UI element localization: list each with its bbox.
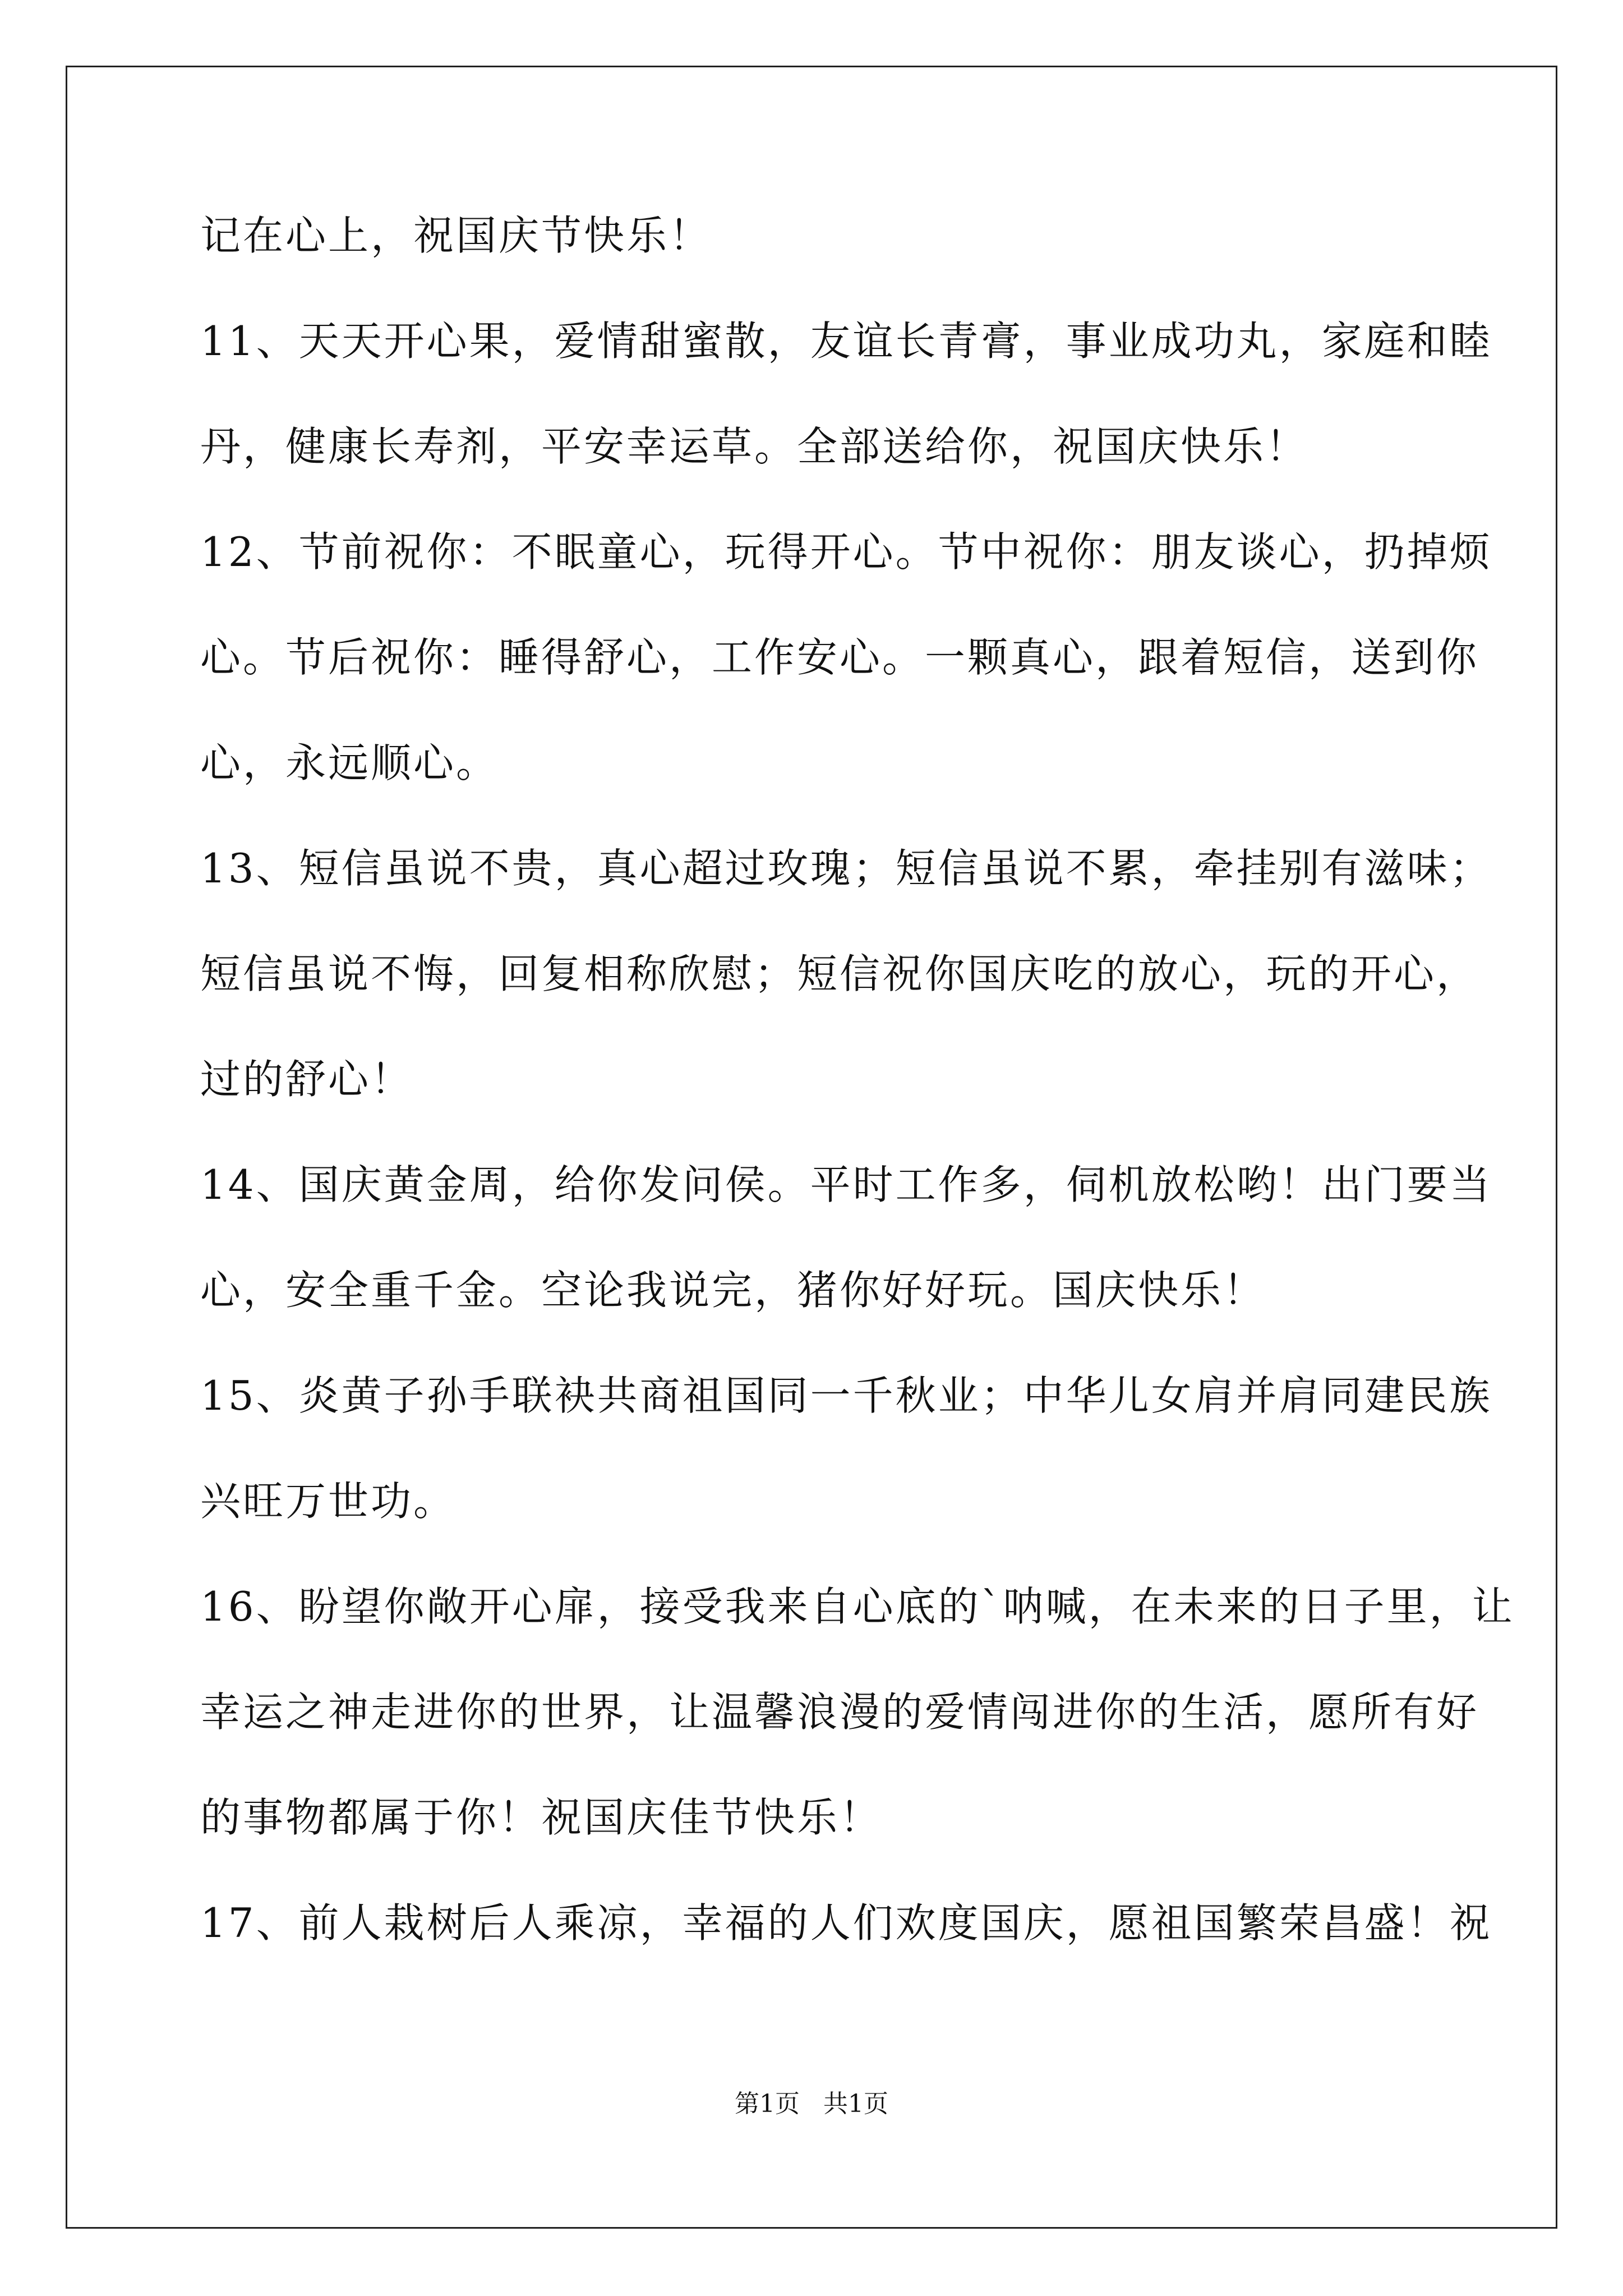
text-line: 12、节前祝你：不眠童心，玩得开心。节中祝你：朋友谈心，扔掉烦 bbox=[200, 528, 1492, 576]
text-line: 心。节后祝你：睡得舒心，工作安心。一颗真心，跟着短信，送到你 bbox=[200, 634, 1479, 681]
text-line: 短信虽说不悔，回复相称欣慰；短信祝你国庆吃的放心，玩的开心， bbox=[200, 950, 1479, 997]
text-line: 心，安全重千金。空论我说完，猪你好好玩。国庆快乐！ bbox=[200, 1267, 1266, 1314]
text-line: 11、天天开心果，爱情甜蜜散，友谊长青膏，事业成功丸，家庭和睦 bbox=[200, 318, 1492, 365]
text-line: 丹，健康长寿剂，平安幸运草。全部送给你，祝国庆快乐！ bbox=[200, 423, 1309, 470]
text-line: 心，永远顺心。 bbox=[200, 739, 499, 786]
text-line: 14、国庆黄金周，给你发问侯。平时工作多，伺机放松哟！出门要当 bbox=[200, 1161, 1492, 1208]
text-line: 的事物都属于你！祝国庆佳节快乐！ bbox=[200, 1794, 883, 1841]
text-line: 兴旺万世功。 bbox=[200, 1478, 457, 1525]
text-line: 幸运之神走进你的世界，让温馨浪漫的爱情闯进你的生活，愿所有好 bbox=[200, 1688, 1479, 1736]
page-number-footer: 第1页 共1页 bbox=[735, 2090, 888, 2118]
text-line: 16、盼望你敞开心扉，接受我来自心底的`呐喊，在未来的日子里，让 bbox=[200, 1583, 1515, 1630]
text-line: 过的舒心！ bbox=[200, 1056, 414, 1103]
text-line: 13、短信虽说不贵，真心超过玫瑰；短信虽说不累，牵挂别有滋味； bbox=[200, 845, 1492, 892]
text-line: 记在心上，祝国庆节快乐！ bbox=[200, 212, 712, 259]
text-line: 17、前人栽树后人乘凉，幸福的人们欢度国庆，愿祖国繁荣昌盛！祝 bbox=[200, 1899, 1492, 1947]
document-body bbox=[200, 209, 1515, 2001]
text-line: 15、炎黄子孙手联袂共商祖国同一千秋业；中华儿女肩并肩同建民族 bbox=[200, 1372, 1492, 1419]
